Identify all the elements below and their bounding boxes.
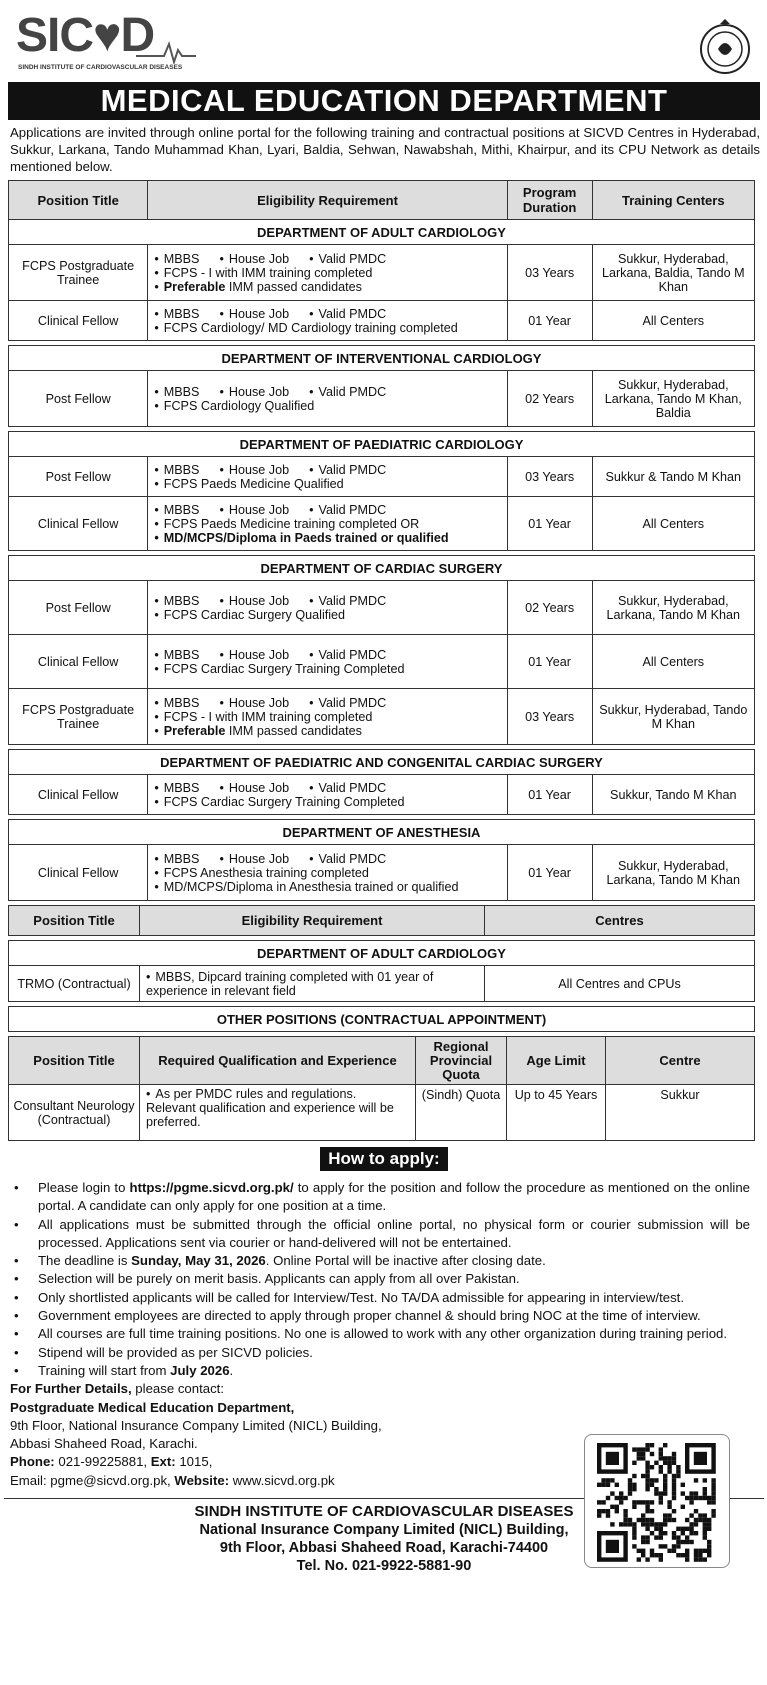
list-item: • Government employees are directed to apply through proper channel & should bring NOC at the time of interview. <box>10 1307 750 1325</box>
dept-row <box>9 220 755 245</box>
eligibility-cell: • MBBS• House Job• Valid PMDC • FCPS Cardiac Surgery Qualified <box>148 581 507 635</box>
table-header-row <box>9 906 755 936</box>
quota-cell: (Sindh) Quota <box>416 1085 507 1141</box>
footer-institute: SINDH INSTITUTE OF CARDIOVASCULAR DISEASES <box>194 1503 574 1521</box>
footer-address-line: 9th Floor, Abbasi Shaheed Road, Karachi-74400 <box>219 1540 549 1557</box>
dept-title: DEPARTMENT OF ADULT CARDIOLOGY <box>9 220 755 245</box>
table-row <box>9 301 755 341</box>
table-row <box>9 966 755 1002</box>
dept-title: DEPARTMENT OF PAEDIATRIC AND CONGENITAL CARDIAC SURGERY <box>9 750 755 775</box>
position-cell: Post Fellow <box>9 371 148 427</box>
centers-cell: All Centers <box>592 635 754 689</box>
duration-cell: 01 Year <box>507 301 592 341</box>
centers-cell: Sukkur, Hyderabad, Larkana, Tando M Khan <box>592 581 754 635</box>
centers-cell: Sukkur, Hyderabad, Larkana, Tando M Khan <box>592 845 754 901</box>
list-item: • Stipend will be provided as per SICVD policies. <box>10 1344 750 1362</box>
col-position-title: Position Title <box>9 906 140 936</box>
eligibility-cell: • MBBS• House Job• Valid PMDC • FCPS Cardiac Surgery Training Completed <box>148 635 507 689</box>
dept-title: DEPARTMENT OF CARDIAC SURGERY <box>9 556 755 581</box>
table-header-row <box>9 1037 755 1085</box>
sicvd-logo <box>16 8 201 76</box>
col-qualification: Required Qualification and Experience <box>140 1037 416 1085</box>
position-cell: Post Fellow <box>9 457 148 497</box>
how-to-apply-heading: How to apply: <box>320 1147 447 1171</box>
page-title: MEDICAL EDUCATION DEPARTMENT <box>8 82 760 120</box>
footer-address-line: National Insurance Company Limited (NICL) Building, <box>199 1522 569 1539</box>
list-item: • Only shortlisted applicants will be called for Interview/Test. No TA/DA admissible for appearing in interview/test. <box>10 1289 750 1307</box>
centers-cell: Sukkur & Tando M Khan <box>592 457 754 497</box>
contact-address-line: 9th Floor, National Insurance Company Limited (NICL) Building, <box>10 1417 382 1433</box>
col-centres: Centres <box>485 906 755 936</box>
duration-cell: 01 Year <box>507 845 592 901</box>
contact-block: For Further Details, please contact: Postgraduate Medical Education Department, 9th Floor, National Insurance Company Limited (NICL) Building, Abbasi Shaheed Road, Karachi. Phone: 021-99225881, Ext: 1015, Email: pgme@sicvd.org.pk, Website: www.sicvd.org.pk <box>10 1380 764 1490</box>
intro-paragraph: Applications are invited through online portal for the following training and contractual positions at SICVD Centres in Hyderabad, Sukkur, Larkana, Tando Muhammad Khan, Lyari, Baldia, Sehwan, Nawabshah, Mithi, Khairpur, and its CPU Network as details mentioned below. <box>10 125 760 174</box>
eligibility-cell: • MBBS• House Job• Valid PMDC • FCPS Paeds Medicine Qualified <box>148 457 507 497</box>
logo-subtitle: SINDH INSTITUTE OF CARDIOVASCULAR DISEASES <box>18 64 183 71</box>
duration-cell: 03 Years <box>507 457 592 497</box>
position-cell: TRMO (Contractual) <box>9 966 140 1002</box>
centers-cell: Sukkur, Tando M Khan <box>592 775 754 815</box>
duration-cell: 02 Years <box>507 371 592 427</box>
col-eligibility: Eligibility Requirement <box>148 181 507 220</box>
list-item: • Please login to https://pgme.sicvd.org.pk/ to apply for the position and follow the procedure as mentioned on the online portal. A candidate can only apply for one position at a time. <box>10 1179 750 1216</box>
position-cell: FCPS Postgraduate Trainee <box>9 245 148 301</box>
eligibility-cell: • MBBS, Dipcard training completed with 01 year of experience in relevant field <box>140 966 485 1002</box>
dept-title: DEPARTMENT OF PAEDIATRIC CARDIOLOGY <box>9 432 755 457</box>
position-cell: Post Fellow <box>9 581 148 635</box>
heartbeat-icon <box>136 38 196 64</box>
header <box>4 0 764 88</box>
other-positions-row <box>9 1007 755 1032</box>
dept-row <box>9 346 755 371</box>
position-cell: FCPS Postgraduate Trainee <box>9 689 148 745</box>
position-cell: Clinical Fellow <box>9 845 148 901</box>
dept-row <box>9 820 755 845</box>
table-row <box>9 845 755 901</box>
col-centers: Training Centers <box>592 181 754 220</box>
other-positions-table <box>8 1036 755 1141</box>
dept-row <box>9 750 755 775</box>
centers-cell: All Centers <box>592 301 754 341</box>
eligibility-cell: • MBBS• House Job• Valid PMDC • FCPS - I with IMM training completed • Preferable IMM passed candidates <box>148 245 507 301</box>
table-row <box>9 245 755 301</box>
centers-cell: All Centers <box>592 497 754 551</box>
portal-link[interactable]: https://pgme.sicvd.org.pk/ <box>129 1180 294 1195</box>
position-cell: Clinical Fellow <box>9 301 148 341</box>
position-cell: Consultant Neurology (Contractual) <box>9 1085 140 1141</box>
contact-phone: Phone: 021-99225881, Ext: 1015, <box>10 1454 213 1470</box>
centers-cell: Sukkur, Hyderabad, Larkana, Baldia, Tando M Khan <box>592 245 754 301</box>
col-eligibility: Eligibility Requirement <box>140 906 485 936</box>
centres-cell: All Centres and CPUs <box>485 966 755 1002</box>
qr-code-icon <box>585 1435 729 1567</box>
logo-text: SIC♥D <box>16 9 155 62</box>
col-duration: Program Duration <box>507 181 592 220</box>
dept-row <box>9 432 755 457</box>
eligibility-cell: • MBBS• House Job• Valid PMDC • FCPS Cardiology/ MD Cardiology training completed <box>148 301 507 341</box>
contact-department: Postgraduate Medical Education Department, <box>10 1399 295 1415</box>
list-item: • Training will start from July 2026. <box>10 1362 750 1380</box>
list-item: • Selection will be purely on merit basis. Applicants can apply from all over Pakistan. <box>10 1270 750 1288</box>
position-cell: Clinical Fellow <box>9 775 148 815</box>
contractual-positions-table <box>8 905 755 1032</box>
duration-cell: 03 Years <box>507 689 592 745</box>
position-cell: Clinical Fellow <box>9 635 148 689</box>
col-position-title: Position Title <box>9 181 148 220</box>
table-row <box>9 775 755 815</box>
duration-cell: 03 Years <box>507 245 592 301</box>
contact-address-line: Abbasi Shaheed Road, Karachi. <box>10 1436 198 1452</box>
training-positions-table <box>8 180 755 901</box>
dept-row <box>9 556 755 581</box>
table-row <box>9 635 755 689</box>
eligibility-cell: • MBBS• House Job• Valid PMDC • FCPS Cardiology Qualified <box>148 371 507 427</box>
col-position-title: Position Title <box>9 1037 140 1085</box>
duration-cell: 01 Year <box>507 775 592 815</box>
dept-title: DEPARTMENT OF INTERVENTIONAL CARDIOLOGY <box>9 346 755 371</box>
centre-cell: Sukkur <box>606 1085 755 1141</box>
instructions-list <box>10 1179 750 1380</box>
table-row <box>9 457 755 497</box>
table-row <box>9 581 755 635</box>
table-row <box>9 689 755 745</box>
qr-code[interactable] <box>584 1434 730 1568</box>
col-age-limit: Age Limit <box>507 1037 606 1085</box>
list-item: • All applications must be submitted through the official online portal, no physical form or courier submission will be processed. Applications sent via courier or hand-delivered will not be entertained. <box>10 1216 750 1253</box>
eligibility-cell: • MBBS• House Job• Valid PMDC • FCPS Anesthesia training completed • MD/MCPS/Diploma in Anesthesia trained or qualified <box>148 845 507 901</box>
table-row <box>9 497 755 551</box>
age-limit-cell: Up to 45 Years <box>507 1085 606 1141</box>
eligibility-cell: • MBBS• House Job• Valid PMDC • FCPS Paeds Medicine training completed OR • MD/MCPS/Diploma in Paeds trained or qualified <box>148 497 507 551</box>
government-emblem-icon <box>696 18 754 76</box>
col-quota: Regional Provincial Quota <box>416 1037 507 1085</box>
col-centre: Centre <box>606 1037 755 1085</box>
centers-cell: Sukkur, Hyderabad, Tando M Khan <box>592 689 754 745</box>
qualification-cell: • As per PMDC rules and regulations. Relevant qualification and experience will be preferred. <box>140 1085 416 1141</box>
eligibility-cell: • MBBS• House Job• Valid PMDC • FCPS - I with IMM training completed • Preferable IMM passed candidates <box>148 689 507 745</box>
table-header-row <box>9 181 755 220</box>
list-item: • The deadline is Sunday, May 31, 2026. Online Portal will be inactive after closing date. <box>10 1252 750 1270</box>
centers-cell: Sukkur, Hyderabad, Larkana, Tando M Khan, Baldia <box>592 371 754 427</box>
dept-row <box>9 941 755 966</box>
other-positions-title: OTHER POSITIONS (CONTRACTUAL APPOINTMENT) <box>9 1007 755 1032</box>
advertisement-page <box>4 0 764 1575</box>
table-row <box>9 371 755 427</box>
contact-email-website: Email: pgme@sicvd.org.pk, Website: www.sicvd.org.pk <box>10 1472 335 1488</box>
dept-title: DEPARTMENT OF ANESTHESIA <box>9 820 755 845</box>
position-cell: Clinical Fellow <box>9 497 148 551</box>
eligibility-cell: • MBBS• House Job• Valid PMDC • FCPS Cardiac Surgery Training Completed <box>148 775 507 815</box>
table-row <box>9 1085 755 1141</box>
duration-cell: 02 Years <box>507 581 592 635</box>
list-item: • All courses are full time training positions. No one is allowed to work with any other organization during training period. <box>10 1325 750 1343</box>
dept-title: DEPARTMENT OF ADULT CARDIOLOGY <box>9 941 755 966</box>
duration-cell: 01 Year <box>507 497 592 551</box>
duration-cell: 01 Year <box>507 635 592 689</box>
footer-phone: Tel. No. 021-9922-5881-90 <box>296 1558 472 1575</box>
